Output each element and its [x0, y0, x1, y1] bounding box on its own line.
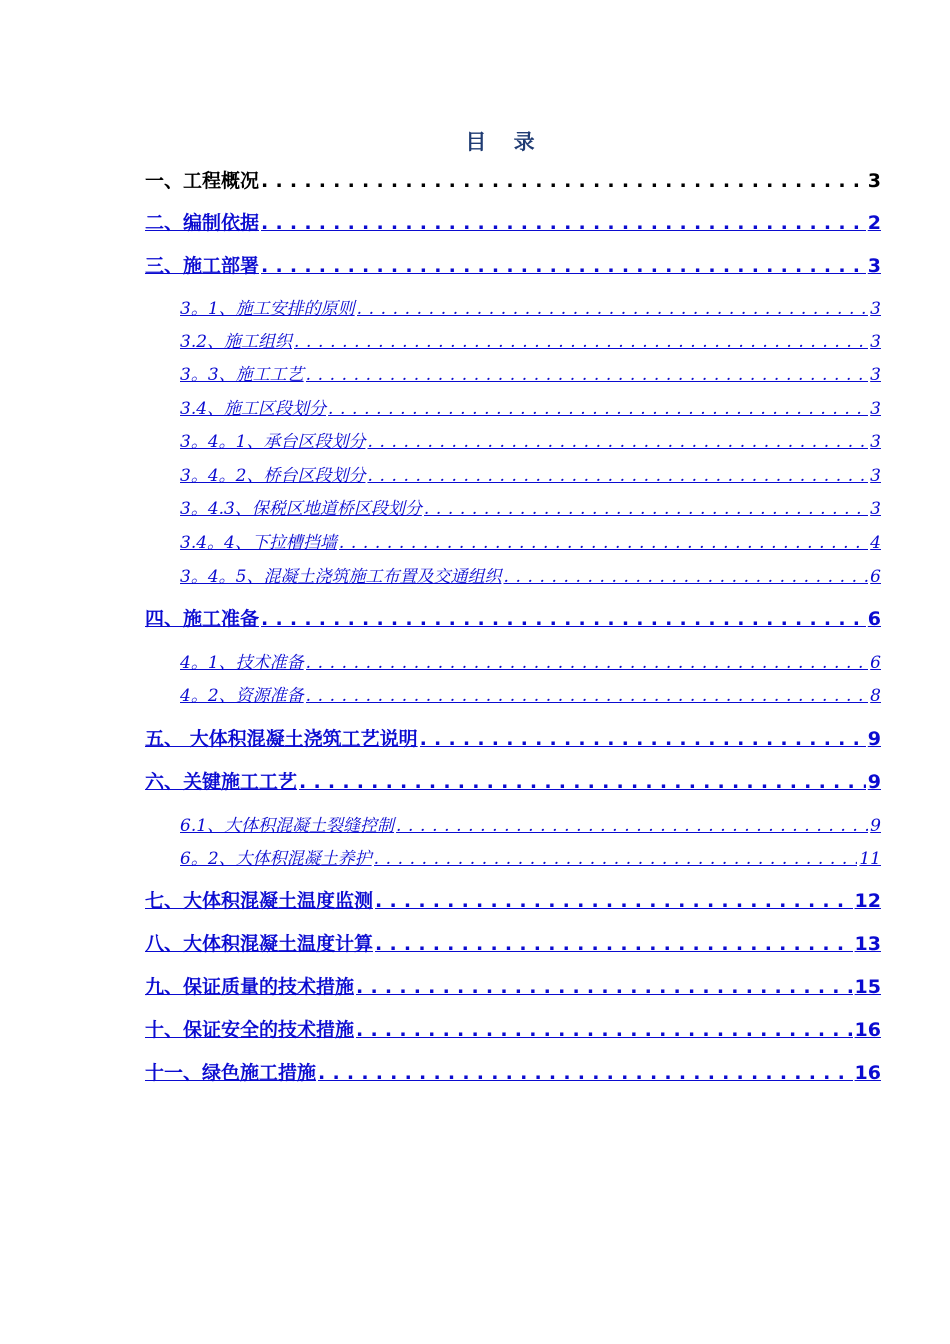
toc-page-number[interactable]: 8 — [870, 686, 881, 706]
toc-entry-link[interactable] — [145, 929, 881, 956]
toc-subentry-link[interactable] — [180, 494, 881, 519]
toc-page-number[interactable]: 9 — [867, 728, 881, 750]
toc-subentry-link[interactable] — [180, 844, 881, 869]
toc-subentry-link[interactable] — [180, 562, 881, 587]
toc-page-number[interactable]: 15 — [854, 976, 881, 998]
toc-page-number[interactable]: 12 — [854, 890, 881, 912]
toc-page-number[interactable]: 3 — [870, 399, 881, 419]
toc-entry-label[interactable]: 3。4。1、承台区段划分 — [180, 432, 366, 452]
toc-entry-label[interactable]: 六、关键施工工艺 — [145, 771, 298, 793]
toc-leader — [294, 332, 868, 352]
toc-entry-label[interactable]: 3。4。5、混凝土浇筑施工布置及交通组织 — [180, 567, 502, 587]
toc-page-number[interactable]: 6 — [870, 567, 881, 587]
toc-subentry-link[interactable] — [180, 811, 881, 836]
toc-entry-label[interactable]: 五、 大体积混凝土浇筑工艺说明 — [145, 728, 418, 750]
toc-entry-link[interactable] — [145, 972, 881, 999]
toc-page-number[interactable]: 3 — [867, 255, 881, 277]
toc-entry-link[interactable] — [145, 724, 881, 751]
toc-entry-label[interactable]: 6。2、大体积混凝土养护 — [180, 849, 372, 869]
toc-leader — [374, 849, 858, 869]
toc-entry-label[interactable]: 3。1、施工安排的原则 — [180, 299, 355, 319]
toc-subentry-link[interactable] — [180, 427, 881, 452]
toc-subentry-link[interactable] — [180, 461, 881, 486]
toc-entry-label[interactable]: 6.1、大体积混凝土裂缝控制 — [180, 816, 395, 836]
toc-page-number[interactable]: 16 — [854, 1062, 881, 1084]
toc-leader — [356, 976, 853, 998]
toc-entry-label[interactable]: 4。2、资源准备 — [180, 686, 304, 706]
toc-entry-label[interactable]: 三、施工部署 — [145, 255, 260, 277]
toc-subentry-link[interactable] — [180, 294, 881, 319]
toc-page-number[interactable]: 4 — [870, 533, 881, 553]
toc-leader — [424, 499, 868, 519]
toc-leader — [396, 816, 868, 836]
toc-leader — [503, 567, 868, 587]
toc-page-number[interactable]: 6 — [867, 608, 881, 630]
toc-leader — [339, 533, 868, 553]
toc-leader — [306, 653, 869, 673]
toc-leader — [375, 890, 853, 912]
toc-page-number[interactable]: 9 — [870, 816, 881, 836]
toc-entry-label[interactable]: 七、大体积混凝土温度监测 — [145, 890, 374, 912]
toc-page-number[interactable]: 16 — [854, 1019, 881, 1041]
toc-entry-label[interactable]: 3.4、施工区段划分 — [180, 399, 327, 419]
toc-page-number[interactable]: 3 — [870, 332, 881, 352]
toc-leader — [318, 1062, 853, 1084]
toc-entry-label[interactable]: 八、大体积混凝土温度计算 — [145, 933, 374, 955]
toc-leader — [420, 728, 866, 750]
toc-leader — [261, 255, 866, 277]
toc-entry-label: 一、工程概况 — [145, 170, 260, 192]
toc-entry-label[interactable]: 十一、绿色施工措施 — [145, 1062, 317, 1084]
toc-leader — [299, 771, 866, 793]
toc-page-number[interactable]: 3 — [870, 365, 881, 385]
toc-page-number[interactable]: 3 — [870, 499, 881, 519]
toc-leader — [367, 466, 868, 486]
toc-entry-label[interactable]: 二、编制依据 — [145, 212, 260, 234]
toc-entry-link[interactable] — [145, 251, 881, 278]
toc-page-number[interactable]: 3 — [870, 299, 881, 319]
toc-subentry-link[interactable] — [180, 394, 881, 419]
toc-subentry-link[interactable] — [180, 681, 881, 706]
toc-entry-label[interactable]: 四、施工准备 — [145, 608, 260, 630]
toc-entry — [145, 166, 881, 193]
toc-entry-link[interactable] — [145, 886, 881, 913]
toc-leader — [261, 608, 866, 630]
toc-leader — [306, 365, 869, 385]
toc-page-number[interactable]: 11 — [859, 849, 881, 869]
toc-leader — [261, 170, 866, 192]
toc-entry-label[interactable]: 3。3、施工工艺 — [180, 365, 304, 385]
toc-entry-label[interactable]: 十、保证安全的技术措施 — [145, 1019, 355, 1041]
toc-leader — [357, 299, 869, 319]
toc-page-number[interactable]: 13 — [854, 933, 881, 955]
toc-entry-label[interactable]: 九、保证质量的技术措施 — [145, 976, 355, 998]
toc-entry-link[interactable] — [145, 767, 881, 794]
toc-page-number[interactable]: 3 — [870, 466, 881, 486]
toc-entry-label[interactable]: 3.4。4、下拉槽挡墙 — [180, 533, 337, 553]
toc-subentry-link[interactable] — [180, 327, 881, 352]
toc-entry-link[interactable] — [145, 1015, 881, 1042]
toc-subentry-link[interactable] — [180, 360, 881, 385]
toc-leader — [356, 1019, 853, 1041]
toc-page-number[interactable]: 2 — [867, 212, 881, 234]
toc-entry-link[interactable] — [145, 208, 881, 235]
toc-page-number[interactable]: 9 — [867, 771, 881, 793]
toc-leader — [306, 686, 869, 706]
toc-leader — [375, 933, 853, 955]
toc-leader — [261, 212, 866, 234]
toc-entry-label[interactable]: 4。1、技术准备 — [180, 653, 304, 673]
toc-entry-label[interactable]: 3。4。2、桥台区段划分 — [180, 466, 366, 486]
toc-entry-label[interactable]: 3.2、施工组织 — [180, 332, 293, 352]
toc-entry-link[interactable] — [145, 604, 881, 631]
toc-page-number[interactable]: 6 — [870, 653, 881, 673]
toc-page-number: 3 — [867, 170, 881, 192]
toc-page-number[interactable]: 3 — [870, 432, 881, 452]
toc-subentry-link[interactable] — [180, 528, 881, 553]
toc-entry-label[interactable]: 3。4.3、保税区地道桥区段划分 — [180, 499, 422, 519]
toc-title: 目 录 — [465, 130, 545, 154]
toc-leader — [367, 432, 868, 452]
toc-leader — [328, 399, 868, 419]
toc-subentry-link[interactable] — [180, 648, 881, 673]
toc-entry-link[interactable] — [145, 1058, 881, 1085]
